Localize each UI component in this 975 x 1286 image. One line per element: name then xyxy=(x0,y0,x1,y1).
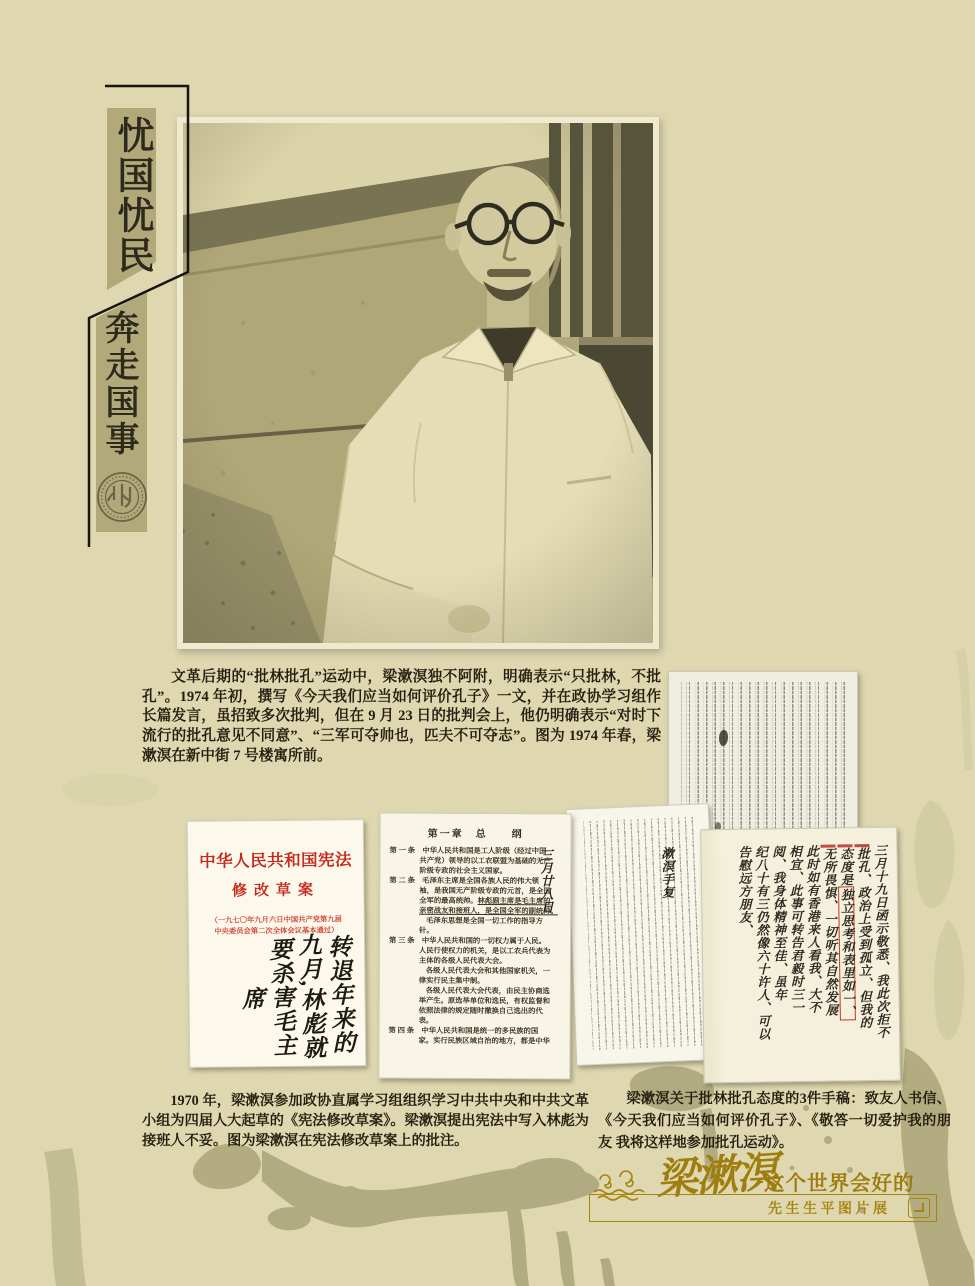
constitution-title: 中华人民共和国宪法 xyxy=(199,850,353,871)
letter-text: 三月十九日函示敬悉、我此次拒不 批孔、政治上受到孤立、但我的 态度是独立思考和表里如一、 无所畏惧、一切听其自然发展 此时如有香港来人看我、大不 相宜、此事可转告君毅时三一 阅、我身体精神至佳、虽年 纪八十有三仍然像六十许人、可以 告慰远方朋友、 漱溟手复 三月廿八日 xyxy=(711,844,889,1068)
letter-manuscript xyxy=(538,827,901,1084)
wave-motif-icon xyxy=(592,1168,658,1202)
logo-subtitle: 先生生平图片展 xyxy=(768,1200,891,1216)
portrait-photo xyxy=(177,117,659,649)
intro-paragraph: 文革后期的“批林批孔”运动中，梁漱溟独不阿附，明确表示“只批林，不批孔”。1974 年初，撰写《今天我们应当如何评价孔子》一文，并在政协学习组作长篇发言，虽招致多次批判，但在 9 月 23 日的批判会上，他仍明确表示“对时下流行的批孔意见不同意”、“三军可夺帅也，匹夫不可夺志”。图为 1974 年春，梁漱溟在新中街 7 号楼寓所前。 xyxy=(142,669,661,764)
logo-seal-icon xyxy=(908,1198,930,1218)
caption-constitution: 1970 年，梁漱溟参加政协直属学习组组织学习中共中央和中共文革小组为四届人大起草的《宪法修改草案》。梁漱溟提出宪法中写入林彪为接班人不妥。图为梁漱溟在宪法修改草案上的批注。 xyxy=(142,1093,589,1149)
ink-blot xyxy=(719,730,728,746)
caption-manuscripts: 梁漱溟关于批林批孔态度的3件手稿：致友人书信、《今天我们应当如何评价孔子》、《敬答一切爱护我的朋友 我将这样地参加批孔运动》。 xyxy=(598,1091,951,1151)
chapter-heading: 第一章 总 纲 xyxy=(427,828,524,841)
constitution-note: （一九七〇年九月六日中国共产党第九届 中央委员会第二次全体会议基本通过） xyxy=(210,914,342,936)
handwritten-annotation: 转退年来的 九月,林彪就 要杀害毛主 席 xyxy=(238,932,356,1060)
logo-slogan: 这个世界会好的 xyxy=(764,1172,915,1195)
title-national-affairs: 奔走国事 xyxy=(100,310,138,458)
constitution-text: 第 一 条 中华人民共和国是工人阶级（经过中国 共产党）领导的以工农联盟为基础的无产 阶级专政的社会主义国家。 第 二 条 毛泽东主席是全国各族人民的伟大领 袖，是我国无产阶级专政的元首，是全国 全军的最高统帅。林彪副主席是毛主席的 亲密战友和接班人，是全国全军的副统帅。 毛泽东思想是全国一切工作的指导方 针。 第 三 条 中华人民共和国的一切权力属于人民。 人民行使权力的机关，是以工农兵代表为 主体的各级人民代表大会。 各级人民代表大会和其他国家机关，一 律实行民主集中制。 各级人民代表大会代表，由民主协商选 举产生。原选举单位和选民，有权监督和 依照法律的规定随时撤换自己选出的代 表。 第 四 条 中华人民共和国是统一的多民族的国 家。实行民族区域自治的地方，都是中华 xyxy=(388,845,558,1046)
university-seal-icon xyxy=(98,473,146,521)
portrait-photo-illustration xyxy=(183,123,653,643)
constitution-cover-page xyxy=(187,819,367,1068)
logo-name: 梁漱溟 xyxy=(654,1149,778,1205)
side-title-block xyxy=(80,80,200,560)
exhibition-logo xyxy=(588,1149,940,1228)
constitution-subtitle: 修改草案 xyxy=(231,882,321,900)
title-worry-nation: 忧国忧民 xyxy=(112,116,153,276)
